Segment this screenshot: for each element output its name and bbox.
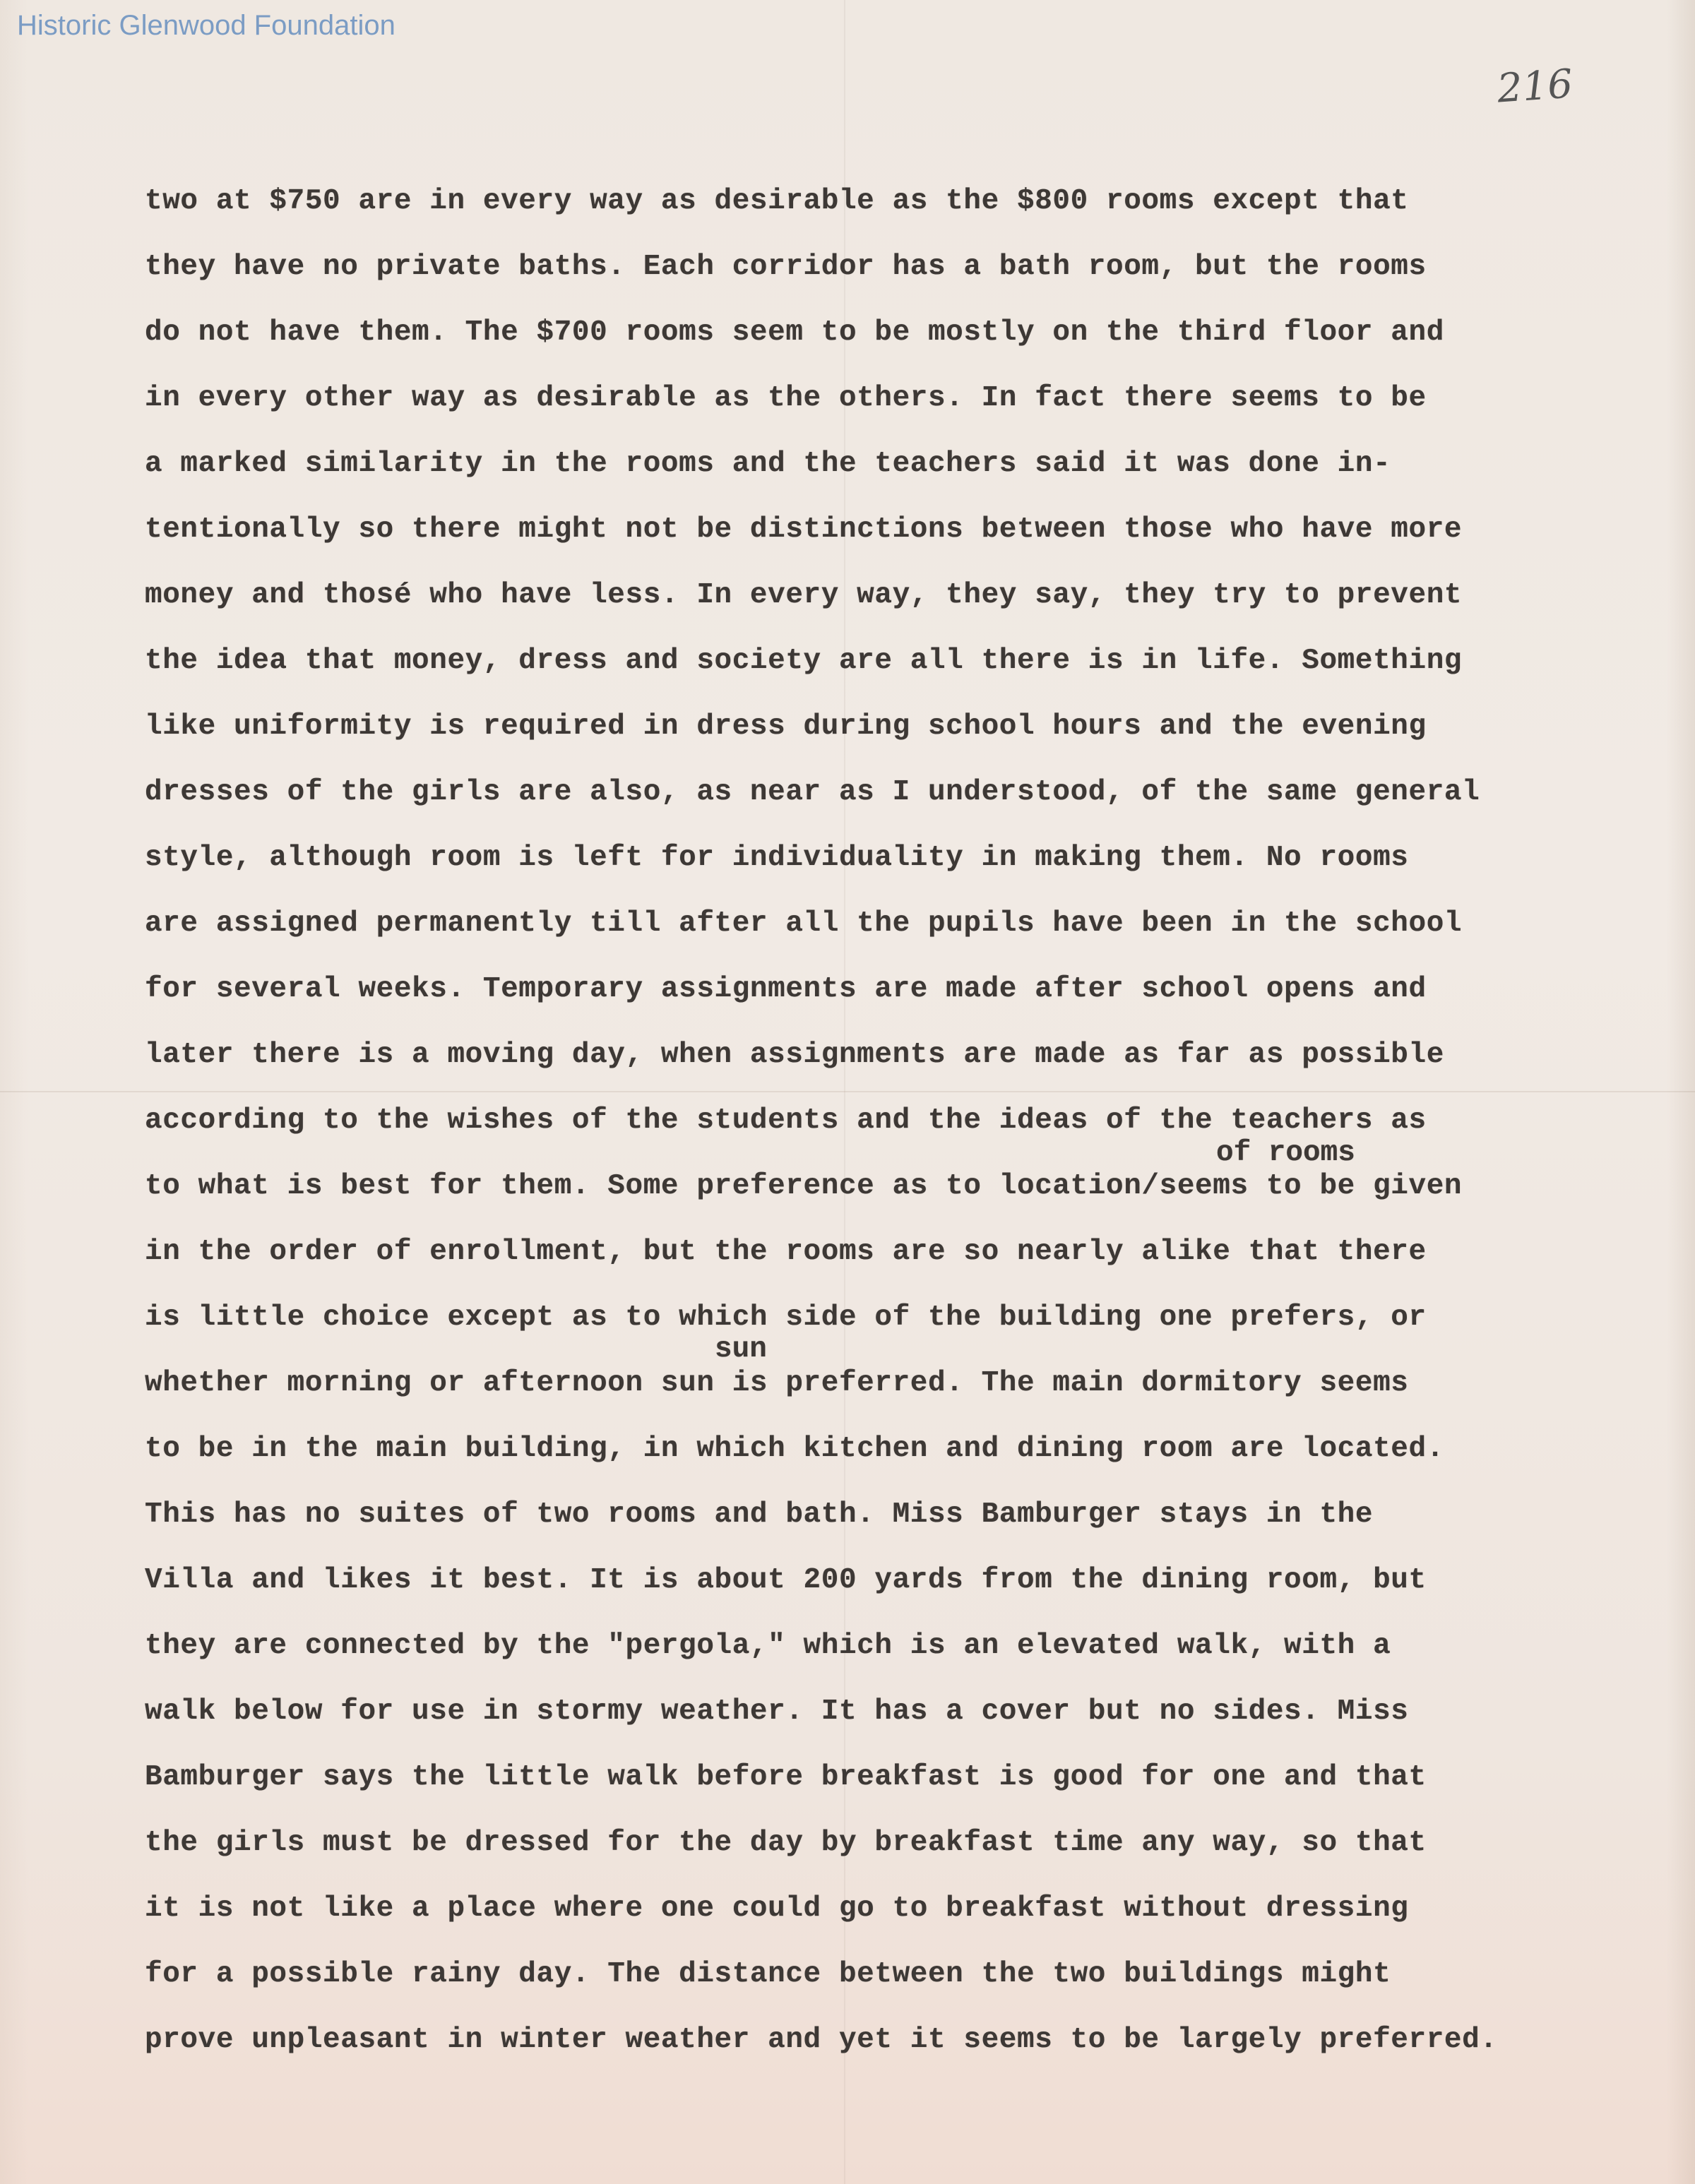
text-line: is little choice except as to which side of the building one prefers, or [145,1301,1427,1334]
text-line: This has no suites of two rooms and bath. Miss Bamburger stays in the [145,1498,1374,1531]
watermark-text: Historic Glenwood Foundation [17,10,396,41]
text-line: the girls must be dressed for the day by breakfast time any way, so that [145,1827,1427,1859]
interlinear-insertion-sun: sun [715,1333,767,1366]
text-line: are assigned permanently till after all the pupils have been in the school [145,907,1463,940]
text-line: in every other way as desirable as the others. In fact there seems to be [145,382,1427,414]
text-line: in the order of enrollment, but the rooms are so nearly alike that there [145,1236,1427,1268]
text-line: according to the wishes of the students and the ideas of the teachers as [145,1104,1427,1137]
text-line: walk below for use in stormy weather. It has a cover but no sides. Miss [145,1695,1409,1728]
text-line: two at $750 are in every way as desirable as the $800 rooms except that [145,185,1409,217]
text-line: the idea that money, dress and society are all there is in life. Something [145,645,1463,677]
text-line: style, although room is left for individuality in making them. No rooms [145,842,1409,874]
text-line: money and thosé who have less. In every way, they say, they try to prevent [145,579,1463,611]
text-line: they have no private baths. Each corridor has a bath room, but the rooms [145,251,1427,283]
text-line: to what is best for them. Some preference as to location/seems to be given [145,1170,1463,1203]
text-line: later there is a moving day, when assignments are made as far as possible [145,1039,1444,1071]
text-line: prove unpleasant in winter weather and yet it seems to be largely preferred. [145,2024,1498,2056]
text-line: like uniformity is required in dress during school hours and the evening [145,710,1427,743]
text-line: Villa and likes it best. It is about 200 yards from the dining room, but [145,1564,1427,1597]
text-line: dresses of the girls are also, as near as I understood, of the same general [145,776,1480,808]
text-line: it is not like a place where one could go to breakfast without dressing [145,1892,1409,1925]
handwritten-page-number: 216 [1495,61,1575,112]
text-line: for several weeks. Temporary assignments are made after school opens and [145,973,1427,1006]
typed-body [145,177,1663,2081]
text-line: tentionally so there might not be distinctions between those who have more [145,513,1463,546]
text-line: Bamburger says the little walk before breakfast is good for one and that [145,1761,1427,1794]
text-line: a marked similarity in the rooms and the teachers said it was done in- [145,448,1391,480]
text-line: whether morning or afternoon sun is preferred. The main dormitory seems [145,1367,1409,1400]
text-line: do not have them. The $700 rooms seem to be mostly on the third floor and [145,316,1444,349]
text-line: they are connected by the "pergola," which is an elevated walk, with a [145,1630,1391,1662]
text-line: for a possible rainy day. The distance between the two buildings might [145,1958,1391,1991]
interlinear-insertion-of-rooms: of rooms [1216,1137,1355,1169]
text-line: to be in the main building, in which kitchen and dining room are located. [145,1433,1444,1465]
